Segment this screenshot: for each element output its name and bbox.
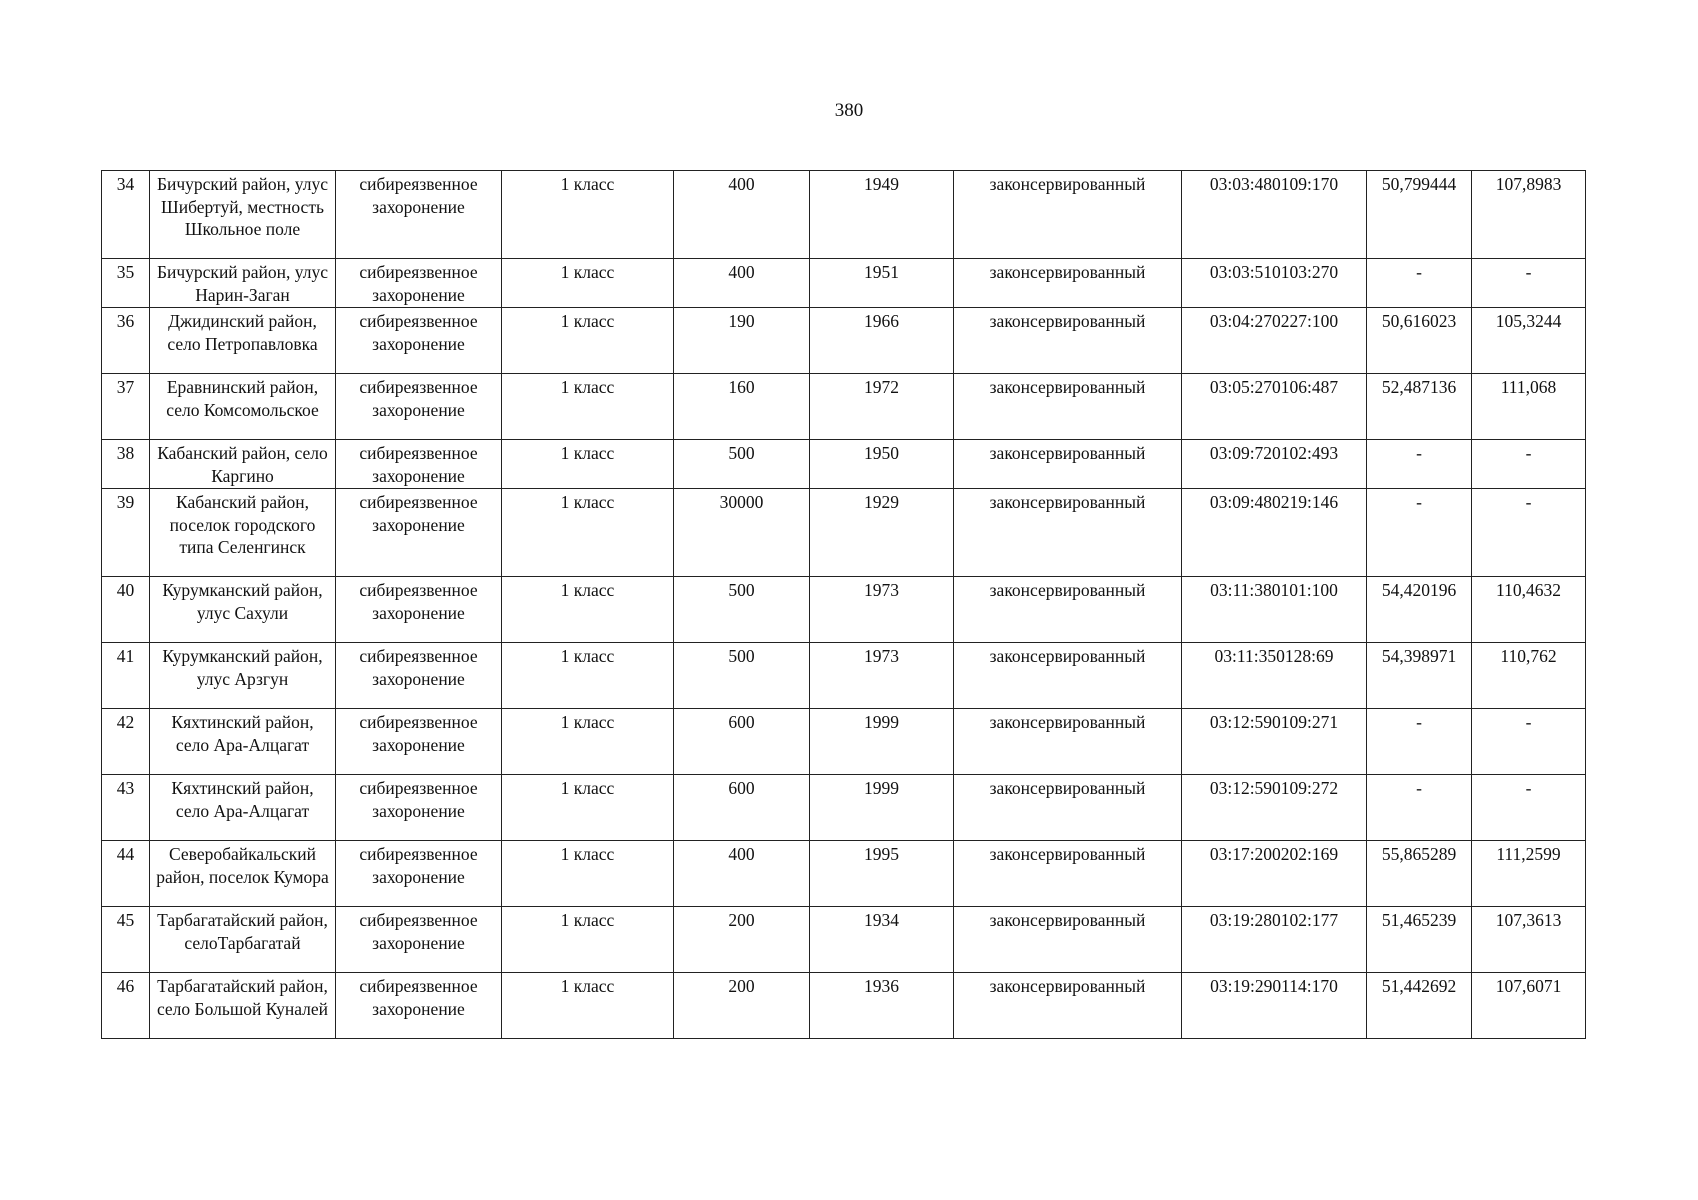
status-cell: законсервированный: [954, 259, 1182, 308]
location-cell: Тарбагатайский район, селоТарбагатай: [150, 907, 336, 973]
table-row: [102, 907, 1586, 973]
table-row: [102, 259, 1586, 308]
latitude-cell: -: [1367, 709, 1472, 775]
row-number-cell: 34: [102, 171, 150, 259]
row-number-cell: 44: [102, 841, 150, 907]
burial-type-cell: сибиреязвенное захоронение: [336, 643, 502, 709]
hazard-class-cell: 1 класс: [502, 440, 674, 489]
status-cell: законсервированный: [954, 643, 1182, 709]
location-cell: Северобайкальский район, поселок Кумора: [150, 841, 336, 907]
status-cell: законсервированный: [954, 308, 1182, 374]
longitude-cell: 107,8983: [1472, 171, 1586, 259]
row-number-cell: 41: [102, 643, 150, 709]
burial-type-cell: сибиреязвенное захоронение: [336, 171, 502, 259]
cadastral-number-cell: 03:19:290114:170: [1182, 973, 1367, 1039]
status-cell: законсервированный: [954, 709, 1182, 775]
cadastral-number-cell: 03:03:510103:270: [1182, 259, 1367, 308]
year-cell: 1936: [810, 973, 954, 1039]
area-cell: 160: [674, 374, 810, 440]
location-cell: Бичурский район, улус Шибертуй, местность Школьное поле: [150, 171, 336, 259]
location-cell: Кяхтинский район, село Ара-Алцагат: [150, 709, 336, 775]
cadastral-number-cell: 03:11:380101:100: [1182, 577, 1367, 643]
cadastral-number-cell: 03:03:480109:170: [1182, 171, 1367, 259]
location-cell: Еравнинский район, село Комсомольское: [150, 374, 336, 440]
area-cell: 200: [674, 907, 810, 973]
burial-type-cell: сибиреязвенное захоронение: [336, 775, 502, 841]
latitude-cell: 52,487136: [1367, 374, 1472, 440]
area-cell: 500: [674, 440, 810, 489]
status-cell: законсервированный: [954, 775, 1182, 841]
area-cell: 200: [674, 973, 810, 1039]
row-number-cell: 37: [102, 374, 150, 440]
row-number-cell: 40: [102, 577, 150, 643]
status-cell: законсервированный: [954, 440, 1182, 489]
row-number-cell: 45: [102, 907, 150, 973]
year-cell: 1949: [810, 171, 954, 259]
longitude-cell: -: [1472, 489, 1586, 577]
burial-sites-table: [101, 170, 1586, 1039]
row-number-cell: 46: [102, 973, 150, 1039]
row-number-cell: 43: [102, 775, 150, 841]
cadastral-number-cell: 03:04:270227:100: [1182, 308, 1367, 374]
table-row: [102, 841, 1586, 907]
year-cell: 1951: [810, 259, 954, 308]
longitude-cell: 107,3613: [1472, 907, 1586, 973]
year-cell: 1934: [810, 907, 954, 973]
location-cell: Курумканский район, улус Арзгун: [150, 643, 336, 709]
year-cell: 1966: [810, 308, 954, 374]
year-cell: 1972: [810, 374, 954, 440]
hazard-class-cell: 1 класс: [502, 841, 674, 907]
burial-type-cell: сибиреязвенное захоронение: [336, 577, 502, 643]
hazard-class-cell: 1 класс: [502, 374, 674, 440]
latitude-cell: 50,799444: [1367, 171, 1472, 259]
table-row: [102, 577, 1586, 643]
status-cell: законсервированный: [954, 489, 1182, 577]
cadastral-number-cell: 03:12:590109:272: [1182, 775, 1367, 841]
longitude-cell: -: [1472, 440, 1586, 489]
hazard-class-cell: 1 класс: [502, 709, 674, 775]
area-cell: 400: [674, 841, 810, 907]
row-number-cell: 38: [102, 440, 150, 489]
row-number-cell: 35: [102, 259, 150, 308]
longitude-cell: 105,3244: [1472, 308, 1586, 374]
table-row: [102, 440, 1586, 489]
location-cell: Джидинский район, село Петропавловка: [150, 308, 336, 374]
year-cell: 1950: [810, 440, 954, 489]
latitude-cell: -: [1367, 440, 1472, 489]
latitude-cell: 50,616023: [1367, 308, 1472, 374]
longitude-cell: -: [1472, 259, 1586, 308]
burial-type-cell: сибиреязвенное захоронение: [336, 259, 502, 308]
burial-type-cell: сибиреязвенное захоронение: [336, 973, 502, 1039]
area-cell: 600: [674, 775, 810, 841]
longitude-cell: 111,2599: [1472, 841, 1586, 907]
year-cell: 1973: [810, 577, 954, 643]
latitude-cell: -: [1367, 259, 1472, 308]
burial-type-cell: сибиреязвенное захоронение: [336, 489, 502, 577]
area-cell: 400: [674, 171, 810, 259]
table-row: [102, 171, 1586, 259]
latitude-cell: -: [1367, 775, 1472, 841]
burial-type-cell: сибиреязвенное захоронение: [336, 709, 502, 775]
burial-type-cell: сибиреязвенное захоронение: [336, 907, 502, 973]
hazard-class-cell: 1 класс: [502, 259, 674, 308]
hazard-class-cell: 1 класс: [502, 577, 674, 643]
status-cell: законсервированный: [954, 171, 1182, 259]
longitude-cell: -: [1472, 775, 1586, 841]
area-cell: 600: [674, 709, 810, 775]
area-cell: 400: [674, 259, 810, 308]
table-row: [102, 374, 1586, 440]
status-cell: законсервированный: [954, 374, 1182, 440]
year-cell: 1999: [810, 709, 954, 775]
location-cell: Бичурский район, улус Нарин-Заган: [150, 259, 336, 308]
area-cell: 190: [674, 308, 810, 374]
cadastral-number-cell: 03:09:720102:493: [1182, 440, 1367, 489]
area-cell: 500: [674, 577, 810, 643]
latitude-cell: -: [1367, 489, 1472, 577]
burial-type-cell: сибиреязвенное захоронение: [336, 440, 502, 489]
status-cell: законсервированный: [954, 973, 1182, 1039]
hazard-class-cell: 1 класс: [502, 973, 674, 1039]
longitude-cell: 111,068: [1472, 374, 1586, 440]
longitude-cell: 110,762: [1472, 643, 1586, 709]
burial-type-cell: сибиреязвенное захоронение: [336, 374, 502, 440]
area-cell: 30000: [674, 489, 810, 577]
page-number: 380: [834, 100, 864, 121]
cadastral-number-cell: 03:19:280102:177: [1182, 907, 1367, 973]
latitude-cell: 54,398971: [1367, 643, 1472, 709]
status-cell: законсервированный: [954, 577, 1182, 643]
cadastral-number-cell: 03:17:200202:169: [1182, 841, 1367, 907]
longitude-cell: -: [1472, 709, 1586, 775]
status-cell: законсервированный: [954, 841, 1182, 907]
location-cell: Кяхтинский район, село Ара-Алцагат: [150, 775, 336, 841]
cadastral-number-cell: 03:12:590109:271: [1182, 709, 1367, 775]
location-cell: Кабанский район, поселок городского типа Селенгинск: [150, 489, 336, 577]
year-cell: 1973: [810, 643, 954, 709]
location-cell: Кабанский район, село Каргино: [150, 440, 336, 489]
latitude-cell: 51,465239: [1367, 907, 1472, 973]
cadastral-number-cell: 03:05:270106:487: [1182, 374, 1367, 440]
latitude-cell: 54,420196: [1367, 577, 1472, 643]
hazard-class-cell: 1 класс: [502, 489, 674, 577]
longitude-cell: 110,4632: [1472, 577, 1586, 643]
latitude-cell: 55,865289: [1367, 841, 1472, 907]
table-row: [102, 973, 1586, 1039]
row-number-cell: 42: [102, 709, 150, 775]
table-row: [102, 489, 1586, 577]
row-number-cell: 36: [102, 308, 150, 374]
year-cell: 1929: [810, 489, 954, 577]
longitude-cell: 107,6071: [1472, 973, 1586, 1039]
location-cell: Курумканский район, улус Сахули: [150, 577, 336, 643]
year-cell: 1999: [810, 775, 954, 841]
table-row: [102, 775, 1586, 841]
year-cell: 1995: [810, 841, 954, 907]
hazard-class-cell: 1 класс: [502, 308, 674, 374]
latitude-cell: 51,442692: [1367, 973, 1472, 1039]
table-row: [102, 308, 1586, 374]
burial-type-cell: сибиреязвенное захоронение: [336, 841, 502, 907]
area-cell: 500: [674, 643, 810, 709]
table-row: [102, 643, 1586, 709]
hazard-class-cell: 1 класс: [502, 775, 674, 841]
hazard-class-cell: 1 класс: [502, 907, 674, 973]
hazard-class-cell: 1 класс: [502, 171, 674, 259]
hazard-class-cell: 1 класс: [502, 643, 674, 709]
burial-type-cell: сибиреязвенное захоронение: [336, 308, 502, 374]
row-number-cell: 39: [102, 489, 150, 577]
table-row: [102, 709, 1586, 775]
status-cell: законсервированный: [954, 907, 1182, 973]
table-body: [102, 171, 1586, 1039]
cadastral-number-cell: 03:11:350128:69: [1182, 643, 1367, 709]
location-cell: Тарбагатайский район, село Большой Куналей: [150, 973, 336, 1039]
cadastral-number-cell: 03:09:480219:146: [1182, 489, 1367, 577]
